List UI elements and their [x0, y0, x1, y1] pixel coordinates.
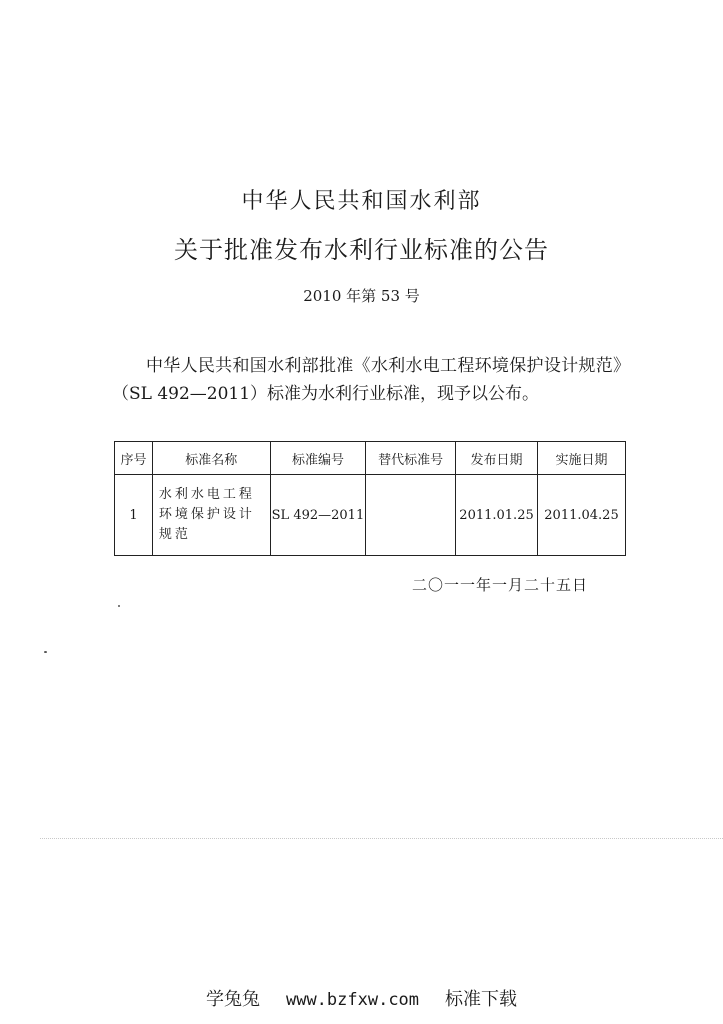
header-code: 标准编号 [270, 442, 366, 475]
header-publish-date: 发布日期 [456, 442, 538, 475]
cell-publish-date: 2011.01.25 [456, 475, 538, 556]
notice-body: 中华人民共和国水利部批准《水利水电工程环境保护设计规范》（SL 492—2011）标准为水利行业标准，现予以公布。 [112, 356, 630, 404]
footer-label: 标准下载 [445, 989, 518, 1010]
notice-title: 关于批准发布水利行业标准的公告 [174, 236, 549, 264]
footer-site-name: 学兔兔 [205, 989, 260, 1010]
cell-code: SL 492—2011 [270, 475, 366, 556]
header-replaces: 替代标准号 [366, 442, 456, 475]
scan-speck [118, 605, 120, 607]
header-effective-date: 实施日期 [538, 442, 626, 475]
header-seq: 序号 [115, 442, 153, 475]
header-name: 标准名称 [152, 442, 270, 475]
issue-date: 二〇一一年一月二十五日 [412, 576, 589, 594]
document-number: 2010 年第 53 号 [303, 287, 420, 305]
ministry-name: 中华人民共和国水利部 [241, 189, 482, 214]
cell-replaces [366, 475, 456, 556]
table-header-row [115, 442, 626, 475]
scan-fold-line [40, 838, 723, 839]
table-row [115, 475, 626, 556]
footer-watermark [0, 985, 723, 1011]
standards-table [114, 441, 626, 556]
cell-seq: 1 [115, 475, 153, 556]
cell-name: 水利水电工程环境保护设计规范 [152, 475, 270, 556]
footer-url[interactable]: www.bzfxw.com [285, 990, 420, 1010]
cell-effective-date: 2011.04.25 [538, 475, 626, 556]
scan-speck [44, 651, 47, 653]
